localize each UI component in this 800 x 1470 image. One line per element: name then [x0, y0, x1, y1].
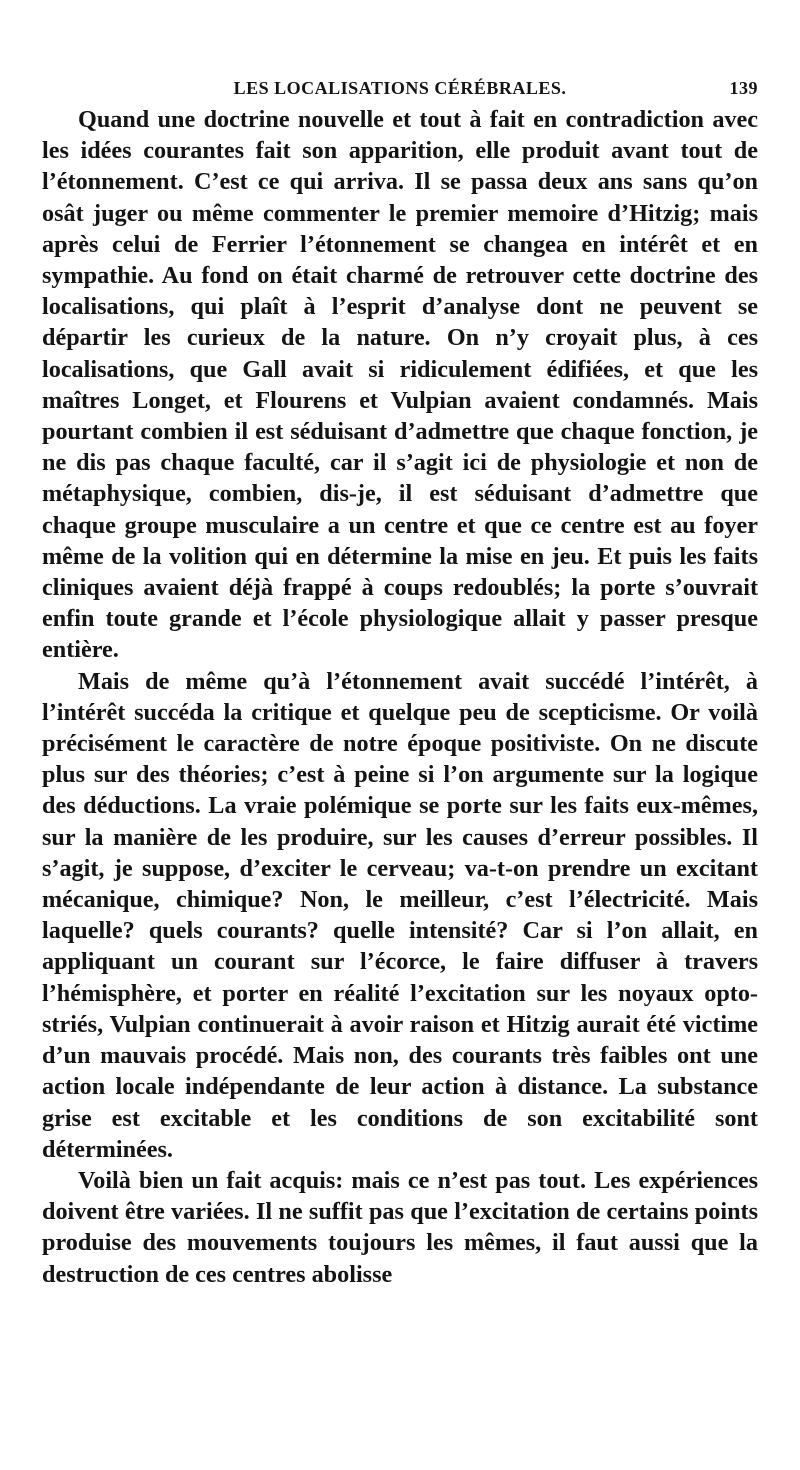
paragraph: Mais de même qu’à l’étonnement avait succédé l’intérêt, à l’intérêt succéda la critique et quelque peu de scepticisme. Or voilà précisément le caractère de notre époque positiviste. On ne discute plus sur des théories; c’est à peine si l’on argumente sur la logique des déductions. La vraie polémique se porte sur les faits eux-mêmes, sur la manière de les produire, sur les causes d’erreur possibles. Il s’agit, je suppose, d’exciter le cerveau; va-t-on prendre un excitant mécanique, chimique? Non, le meilleur, c’est l’électricité. Mais laquelle? quels courants? quelle intensité? Car si l’on allait, en appliquant un courant sur l’écorce, le faire diffuser à travers l’hémisphère, et porter en réalité l’excitation sur les noyaux opto-striés, Vulpian continuerait à avoir raison et Hitzig aurait été victime d’un mauvais procédé. Mais non, des courants très faibles ont une action locale indépendante de leur action à distance. La substance grise est excitable et les conditions de son excitabilité sont déterminées.	[42, 667, 758, 1163]
book-page	[42, 74, 758, 1290]
paragraph: Quand une doctrine nouvelle et tout à fait en contradiction avec les idées courantes fait son apparition, elle produit avant tout de l’étonnement. C’est ce qui arriva. Il se passa deux ans sans qu’on osât juger ou même commenter le premier memoire d’Hitzig; mais après celui de Ferrier l’étonnement se changea en intérêt et en sympathie. Au fond on était charmé de retrouver cette doctrine des localisations, qui plaît à l’esprit d’analyse dont ne peuvent se départir les curieux de la nature. On n’y croyait plus, à ces localisations, que Gall avait si ridiculement édifiées, et que les maîtres Longet, et Flourens et Vulpian avaient condamnés. Mais pourtant combien il est séduisant d’admettre que chaque fonction, je ne dis pas chaque faculté, car il s’agit ici de physiologie et non de métaphysique, combien, dis-je, il est séduisant d’admettre que chaque groupe musculaire a un centre et que ce centre est au foyer même de la volition qui en détermine la mise en jeu. Et puis les faits cliniques avaient déjà frappé à coups redoublés; la porte s’ouvrait enfin toute grande et l’école physiologique allait y passer presque entière.	[42, 106, 758, 664]
running-head-title: LES LOCALISATIONS CÉRÉBRALES.	[233, 78, 567, 98]
paragraph: Voilà bien un fait acquis: mais ce n’est pas tout. Les expériences doivent être variées. Il ne suffit pas que l’excitation de certains points produise des mouvements toujours les mêmes, il faut aussi que la destruction de ces centres abolisse	[42, 1166, 758, 1288]
body-text	[42, 104, 758, 1290]
page-number: 139	[729, 78, 758, 98]
running-head	[42, 74, 758, 104]
